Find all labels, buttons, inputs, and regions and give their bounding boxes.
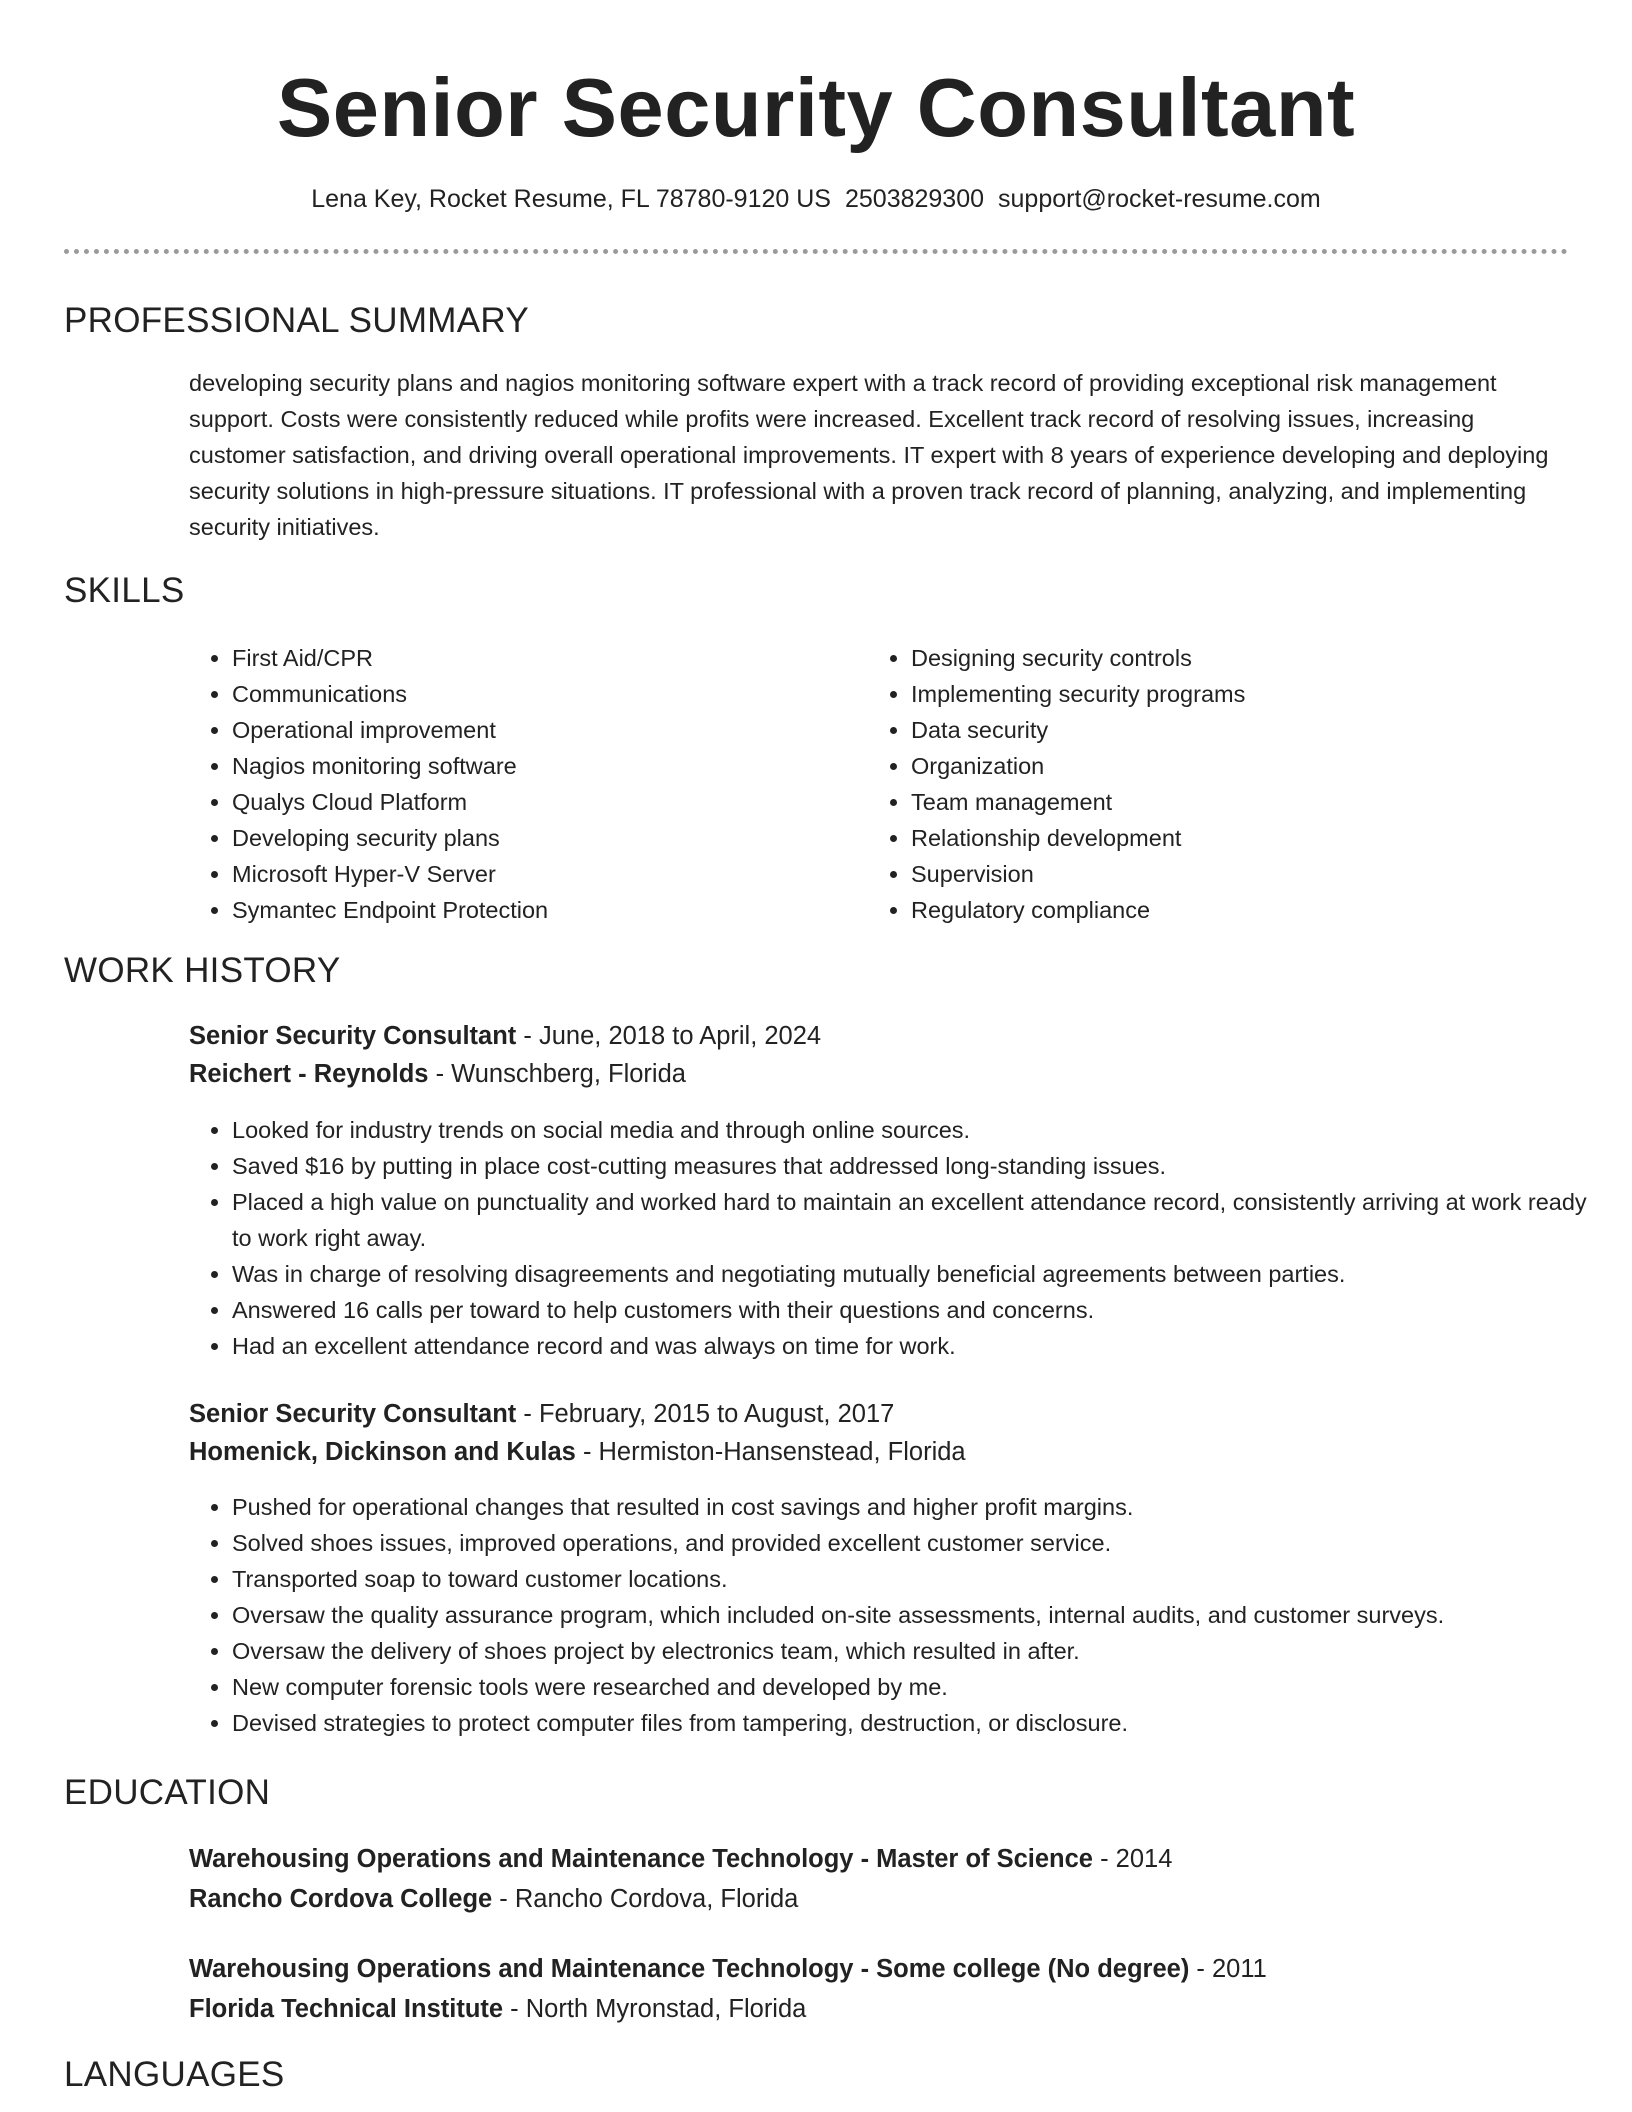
summary-text: developing security plans and nagios monitoring software expert with a track record of providing exceptional risk management support. Costs were consistently reduced while profits were increased. Excellent track record of resolving issues, increasing customer satisfaction, and driving overall operational improvements. IT expert with 8 years of experience developing and deploying security solutions in high-pressure situations. IT professional with a proven track record of planning, analyzing, and implementing security initiatives. <box>189 370 1549 540</box>
job-bullet: • Oversaw the delivery of shoes project by electronics team, which resulted in after. <box>232 1633 1612 1669</box>
skill-item: • First Aid/CPR <box>232 640 548 676</box>
job-title: Senior Security Consultant <box>189 1022 517 1050</box>
skill-item: • Data security <box>911 712 1245 748</box>
skill-item: • Operational improvement <box>232 712 548 748</box>
education-degree-line <box>189 1840 1172 1878</box>
job-bullets <box>189 1112 1612 1364</box>
job-bullet: • Had an excellent attendance record and was always on time for work. <box>232 1328 1612 1364</box>
job-bullet: • Devised strategies to protect computer files from tampering, destruction, or disclosure. <box>232 1705 1612 1741</box>
education-year: - 2014 <box>1093 1845 1173 1873</box>
section-heading-education: EDUCATION <box>64 1773 271 1812</box>
education-school: Florida Technical Institute <box>189 1995 504 2023</box>
skill-item: • Microsoft Hyper-V Server <box>232 856 548 892</box>
job-dates: - June, 2018 to April, 2024 <box>516 1022 822 1050</box>
education-school: Rancho Cordova College <box>189 1885 493 1913</box>
job-bullet: • Pushed for operational changes that resulted in cost savings and higher profit margins. <box>232 1489 1612 1525</box>
skills-list-right <box>868 640 1245 928</box>
job-bullet: • Oversaw the quality assurance program, which included on-site assessments, internal audits, and customer surveys. <box>232 1597 1612 1633</box>
skill-item: • Team management <box>911 784 1245 820</box>
skill-item: • Implementing security programs <box>911 676 1245 712</box>
job-bullets <box>189 1489 1612 1741</box>
job-title-line <box>189 1017 821 1055</box>
contact-address: Lena Key, Rocket Resume, FL 78780-9120 US <box>311 185 831 213</box>
skill-item: • Developing security plans <box>232 820 548 856</box>
skill-item: • Organization <box>911 748 1245 784</box>
skill-item: • Designing security controls <box>911 640 1245 676</box>
contact-line <box>0 182 1632 216</box>
skills-list-left <box>189 640 548 928</box>
job-bullet: • New computer forensic tools were researched and developed by me. <box>232 1669 1612 1705</box>
education-school-line <box>189 1990 806 2028</box>
education-degree: Warehousing Operations and Maintenance Technology - Some college (No degree) <box>189 1955 1190 1983</box>
skill-item: • Communications <box>232 676 548 712</box>
skill-item: • Supervision <box>911 856 1245 892</box>
job-bullet: • Placed a high value on punctuality and worked hard to maintain an excellent attendance record, consistently arriving at work ready to work right away. <box>232 1184 1612 1256</box>
job-bullet: • Saved $16 by putting in place cost-cutting measures that addressed long-standing issues. <box>232 1148 1612 1184</box>
section-heading-work-history: WORK HISTORY <box>64 951 341 990</box>
job-company-line <box>189 1433 966 1471</box>
skill-item: • Nagios monitoring software <box>232 748 548 784</box>
job-title: Senior Security Consultant <box>189 1400 517 1428</box>
section-heading-summary: PROFESSIONAL SUMMARY <box>64 301 529 340</box>
section-heading-skills: SKILLS <box>64 571 185 610</box>
job-company-line <box>189 1055 686 1093</box>
skill-item: • Symantec Endpoint Protection <box>232 892 548 928</box>
job-bullet: • Answered 16 calls per toward to help customers with their questions and concerns. <box>232 1292 1612 1328</box>
education-year: - 2011 <box>1189 1955 1267 1983</box>
job-title-line <box>189 1395 894 1433</box>
education-location: - Rancho Cordova, Florida <box>492 1885 799 1913</box>
skill-item: • Regulatory compliance <box>911 892 1245 928</box>
education-degree: Warehousing Operations and Maintenance Technology - Master of Science <box>189 1845 1093 1873</box>
contact-phone: 2503829300 <box>844 185 985 213</box>
section-heading-languages: LANGUAGES <box>64 2055 285 2094</box>
job-dates: - February, 2015 to August, 2017 <box>516 1400 895 1428</box>
skill-item: • Qualys Cloud Platform <box>232 784 548 820</box>
job-company: Reichert - Reynolds <box>189 1060 429 1088</box>
job-location: - Wunschberg, Florida <box>428 1060 686 1088</box>
education-degree-line <box>189 1950 1267 1988</box>
skill-item: • Relationship development <box>911 820 1245 856</box>
job-company: Homenick, Dickinson and Kulas <box>189 1438 576 1466</box>
education-school-line <box>189 1880 798 1918</box>
resume-title: Senior Security Consultant <box>276 61 1356 154</box>
job-bullet: • Looked for industry trends on social media and through online sources. <box>232 1112 1612 1148</box>
education-location: - North Myronstad, Florida <box>503 1995 807 2023</box>
job-bullet: • Transported soap to toward customer locations. <box>232 1561 1612 1597</box>
contact-email: support@rocket-resume.com <box>998 185 1321 213</box>
job-bullet: • Solved shoes issues, improved operations, and provided excellent customer service. <box>232 1525 1612 1561</box>
job-bullet: • Was in charge of resolving disagreements and negotiating mutually beneficial agreements between parties. <box>232 1256 1612 1292</box>
job-location: - Hermiston-Hansenstead, Florida <box>575 1438 966 1466</box>
header-divider <box>64 249 1568 254</box>
